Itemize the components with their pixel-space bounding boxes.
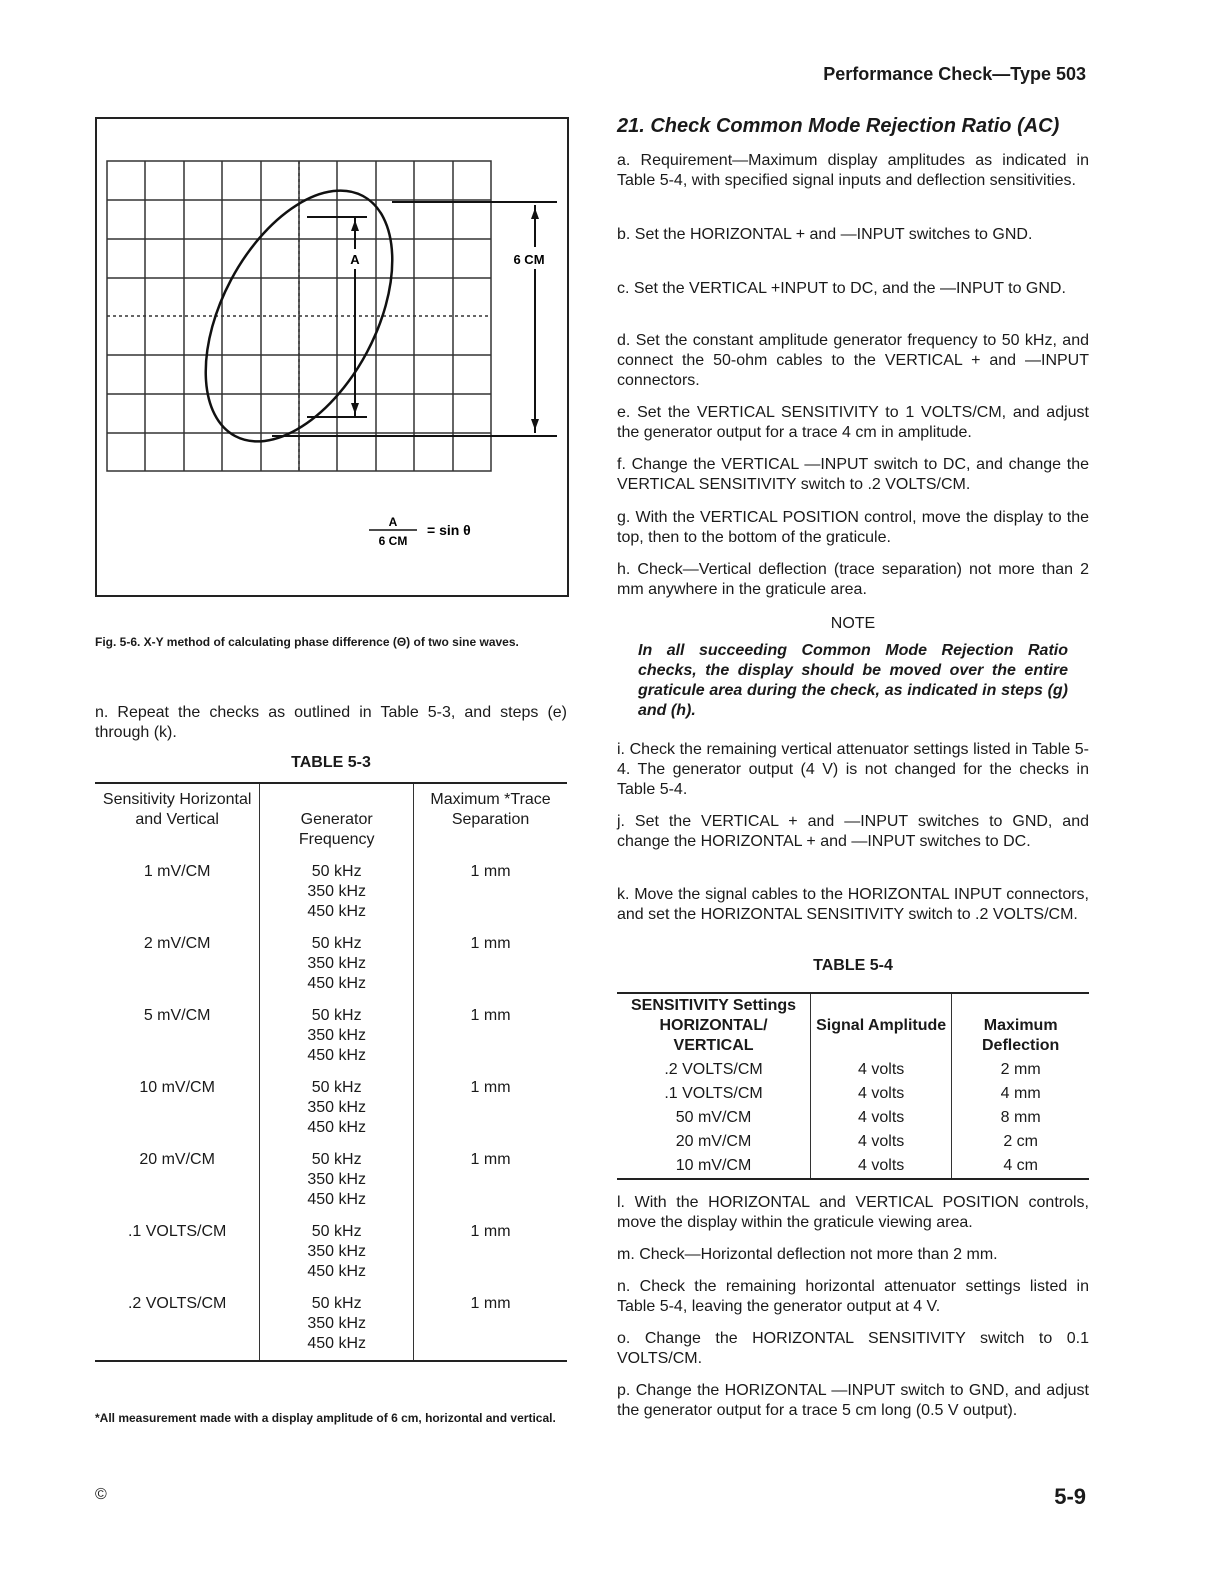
amplitude-cell: 4 volts [811, 1082, 952, 1106]
table-row [95, 856, 567, 928]
sensitivity-cell: .1 VOLTS/CM [127, 1223, 227, 1240]
formula-rhs: = sin θ [427, 522, 471, 538]
table-row [617, 1130, 1089, 1154]
sensitivity-cell: .2 VOLTS/CM [664, 1061, 763, 1078]
table-row [95, 1144, 567, 1216]
step-i: i. Check the remaining vertical attenuator settings listed in Table 5-4. The generator output (4 V) is not changed for the checks in Table 5-4. [617, 741, 1089, 798]
section-21-title: 21. Check Common Mode Rejection Ratio (AC) [617, 115, 1060, 137]
freq-cell: 450 kHz [307, 1335, 367, 1352]
freq-cell: 50 kHz [311, 935, 362, 952]
table-5-4-title: TABLE 5-4 [813, 957, 893, 974]
step-n-left: n. Repeat the checks as outlined in Table 5-3, and steps (e) through (k). [95, 704, 567, 741]
label-a: A [350, 252, 360, 267]
table-row [95, 1216, 567, 1288]
sensitivity-cell: 50 mV/CM [675, 1109, 752, 1126]
freq-cell: 450 kHz [307, 1047, 367, 1064]
amplitude-cell: 4 volts [811, 1106, 952, 1130]
deflection-cell: 4 cm [1003, 1157, 1038, 1174]
step-o: o. Change the HORIZONTAL SENSITIVITY switch to 0.1 VOLTS/CM. [617, 1330, 1089, 1367]
table-5-4 [617, 992, 1089, 1180]
freq-cell: 350 kHz [307, 1099, 367, 1116]
figure-xy-phase [95, 117, 569, 597]
max-cell: 1 mm [470, 1079, 511, 1096]
label-6cm: 6 CM [513, 252, 545, 267]
step-b: b. Set the HORIZONTAL + and —INPUT switches to GND. [617, 226, 1033, 243]
table-row [617, 1058, 1089, 1082]
sensitivity-cell: 1 mV/CM [143, 863, 211, 880]
max-cell: 1 mm [470, 1151, 511, 1168]
freq-cell: 350 kHz [307, 883, 367, 900]
sensitivity-cell: .1 VOLTS/CM [664, 1085, 763, 1102]
step-d: d. Set the constant amplitude generator frequency to 50 kHz, and connect the 50-ohm cables to the VERTICAL + and —INPUT connectors. [617, 332, 1089, 389]
table-row [95, 1072, 567, 1144]
freq-cell: 450 kHz [307, 1263, 367, 1280]
max-cell: 1 mm [470, 1007, 511, 1024]
sensitivity-cell: .2 VOLTS/CM [127, 1295, 227, 1312]
table-5-3-header-separation: Maximum *Trace Separation [430, 791, 551, 828]
max-cell: 1 mm [470, 935, 511, 952]
freq-cell: 50 kHz [311, 1223, 362, 1240]
freq-cell: 450 kHz [307, 1191, 367, 1208]
step-f: f. Change the VERTICAL —INPUT switch to DC, and change the VERTICAL SENSITIVITY switch to .2 VOLTS/CM. [617, 456, 1089, 493]
sensitivity-cell: 10 mV/CM [675, 1157, 752, 1174]
step-l: l. With the HORIZONTAL and VERTICAL POSITION controls, move the display within the graticule viewing area. [617, 1194, 1089, 1231]
step-p: p. Change the HORIZONTAL —INPUT switch to GND, and adjust the generator output for a trace 5 cm long (0.5 V output). [617, 1382, 1089, 1419]
step-n-right: n. Check the remaining horizontal attenuator settings listed in Table 5-4, leaving the generator output at 4 V. [617, 1278, 1089, 1315]
step-a: a. Requirement—Maximum display amplitudes as indicated in Table 5-4, with specified signal inputs and deflection sensitivities. [617, 152, 1089, 189]
max-cell: 1 mm [470, 863, 511, 880]
table-5-3-header-frequency: Generator Frequency [260, 783, 414, 856]
table-5-4-header-deflection: Maximum Deflection [981, 1017, 1060, 1054]
deflection-cell: 2 cm [1003, 1133, 1038, 1150]
deflection-cell: 4 mm [1000, 1085, 1041, 1102]
table-5-4-header-signal: Signal Amplitude [811, 993, 952, 1058]
step-j: j. Set the VERTICAL + and —INPUT switches to GND, and change the HORIZONTAL + and —INPUT switches to DC. [617, 813, 1089, 850]
table-row [95, 1000, 567, 1072]
page-number: 5-9 [1054, 1484, 1086, 1509]
freq-cell: 50 kHz [311, 863, 362, 880]
freq-cell: 350 kHz [307, 955, 367, 972]
freq-cell: 50 kHz [311, 1079, 362, 1096]
table-row [95, 928, 567, 1000]
sensitivity-cell: 5 mV/CM [143, 1007, 211, 1024]
graticule-diagram [97, 119, 567, 595]
note-body: In all succeeding Common Mode Rejection Ratio checks, the display should be moved over the entire graticule area during the check, as indicated in steps (g) and (h). [638, 642, 1068, 719]
table-5-3-title: TABLE 5-3 [291, 754, 371, 771]
copyright-mark: © [95, 1486, 107, 1503]
amplitude-cell: 4 volts [811, 1154, 952, 1179]
freq-cell: 50 kHz [311, 1151, 362, 1168]
note-title: NOTE [830, 615, 876, 632]
sensitivity-cell: 20 mV/CM [139, 1151, 215, 1168]
table-row [617, 1106, 1089, 1130]
step-e: e. Set the VERTICAL SENSITIVITY to 1 VOLTS/CM, and adjust the generator output for a trace 4 cm in amplitude. [617, 404, 1089, 441]
table-5-3-footnote: *All measurement made with a display amplitude of 6 cm, horizontal and vertical. [95, 1411, 556, 1425]
step-g: g. With the VERTICAL POSITION control, move the display to the top, then to the bottom of the graticule. [617, 509, 1089, 546]
page-header: Performance Check—Type 503 [823, 64, 1086, 84]
sensitivity-cell: 10 mV/CM [139, 1079, 215, 1096]
freq-cell: 450 kHz [307, 903, 367, 920]
table-row [617, 1154, 1089, 1179]
table-5-3 [95, 782, 567, 1362]
freq-cell: 450 kHz [307, 975, 367, 992]
freq-cell: 50 kHz [311, 1007, 362, 1024]
freq-cell: 450 kHz [307, 1119, 367, 1136]
table-row [95, 1288, 567, 1361]
freq-cell: 350 kHz [307, 1171, 367, 1188]
formula-denominator: 6 CM [378, 534, 408, 548]
formula-numerator: A [388, 515, 398, 529]
table-5-4-header-sensitivity: SENSITIVITY Settings HORIZONTAL/ VERTICAL [630, 997, 797, 1054]
deflection-cell: 8 mm [1000, 1109, 1041, 1126]
figure-caption: Fig. 5-6. X-Y method of calculating phase difference (Θ) of two sine waves. [95, 635, 519, 649]
max-cell: 1 mm [470, 1223, 511, 1240]
step-c: c. Set the VERTICAL +INPUT to DC, and the —INPUT to GND. [617, 280, 1066, 297]
table-5-3-header-sensitivity: Sensitivity Horizontal and Vertical [102, 791, 252, 828]
sensitivity-cell: 2 mV/CM [143, 935, 211, 952]
max-cell: 1 mm [470, 1295, 511, 1312]
freq-cell: 350 kHz [307, 1315, 367, 1332]
step-m: m. Check—Horizontal deflection not more than 2 mm. [617, 1246, 998, 1263]
step-k: k. Move the signal cables to the HORIZONTAL INPUT connectors, and set the HORIZONTAL SENSITIVITY switch to .2 VOLTS/CM. [617, 886, 1089, 923]
step-h: h. Check—Vertical deflection (trace separation) not more than 2 mm anywhere in the graticule area. [617, 561, 1089, 598]
amplitude-cell: 4 volts [811, 1130, 952, 1154]
sensitivity-cell: 20 mV/CM [675, 1133, 752, 1150]
table-row [617, 1082, 1089, 1106]
freq-cell: 350 kHz [307, 1243, 367, 1260]
freq-cell: 350 kHz [307, 1027, 367, 1044]
freq-cell: 50 kHz [311, 1295, 362, 1312]
deflection-cell: 2 mm [1000, 1061, 1041, 1078]
amplitude-cell: 4 volts [811, 1058, 952, 1082]
